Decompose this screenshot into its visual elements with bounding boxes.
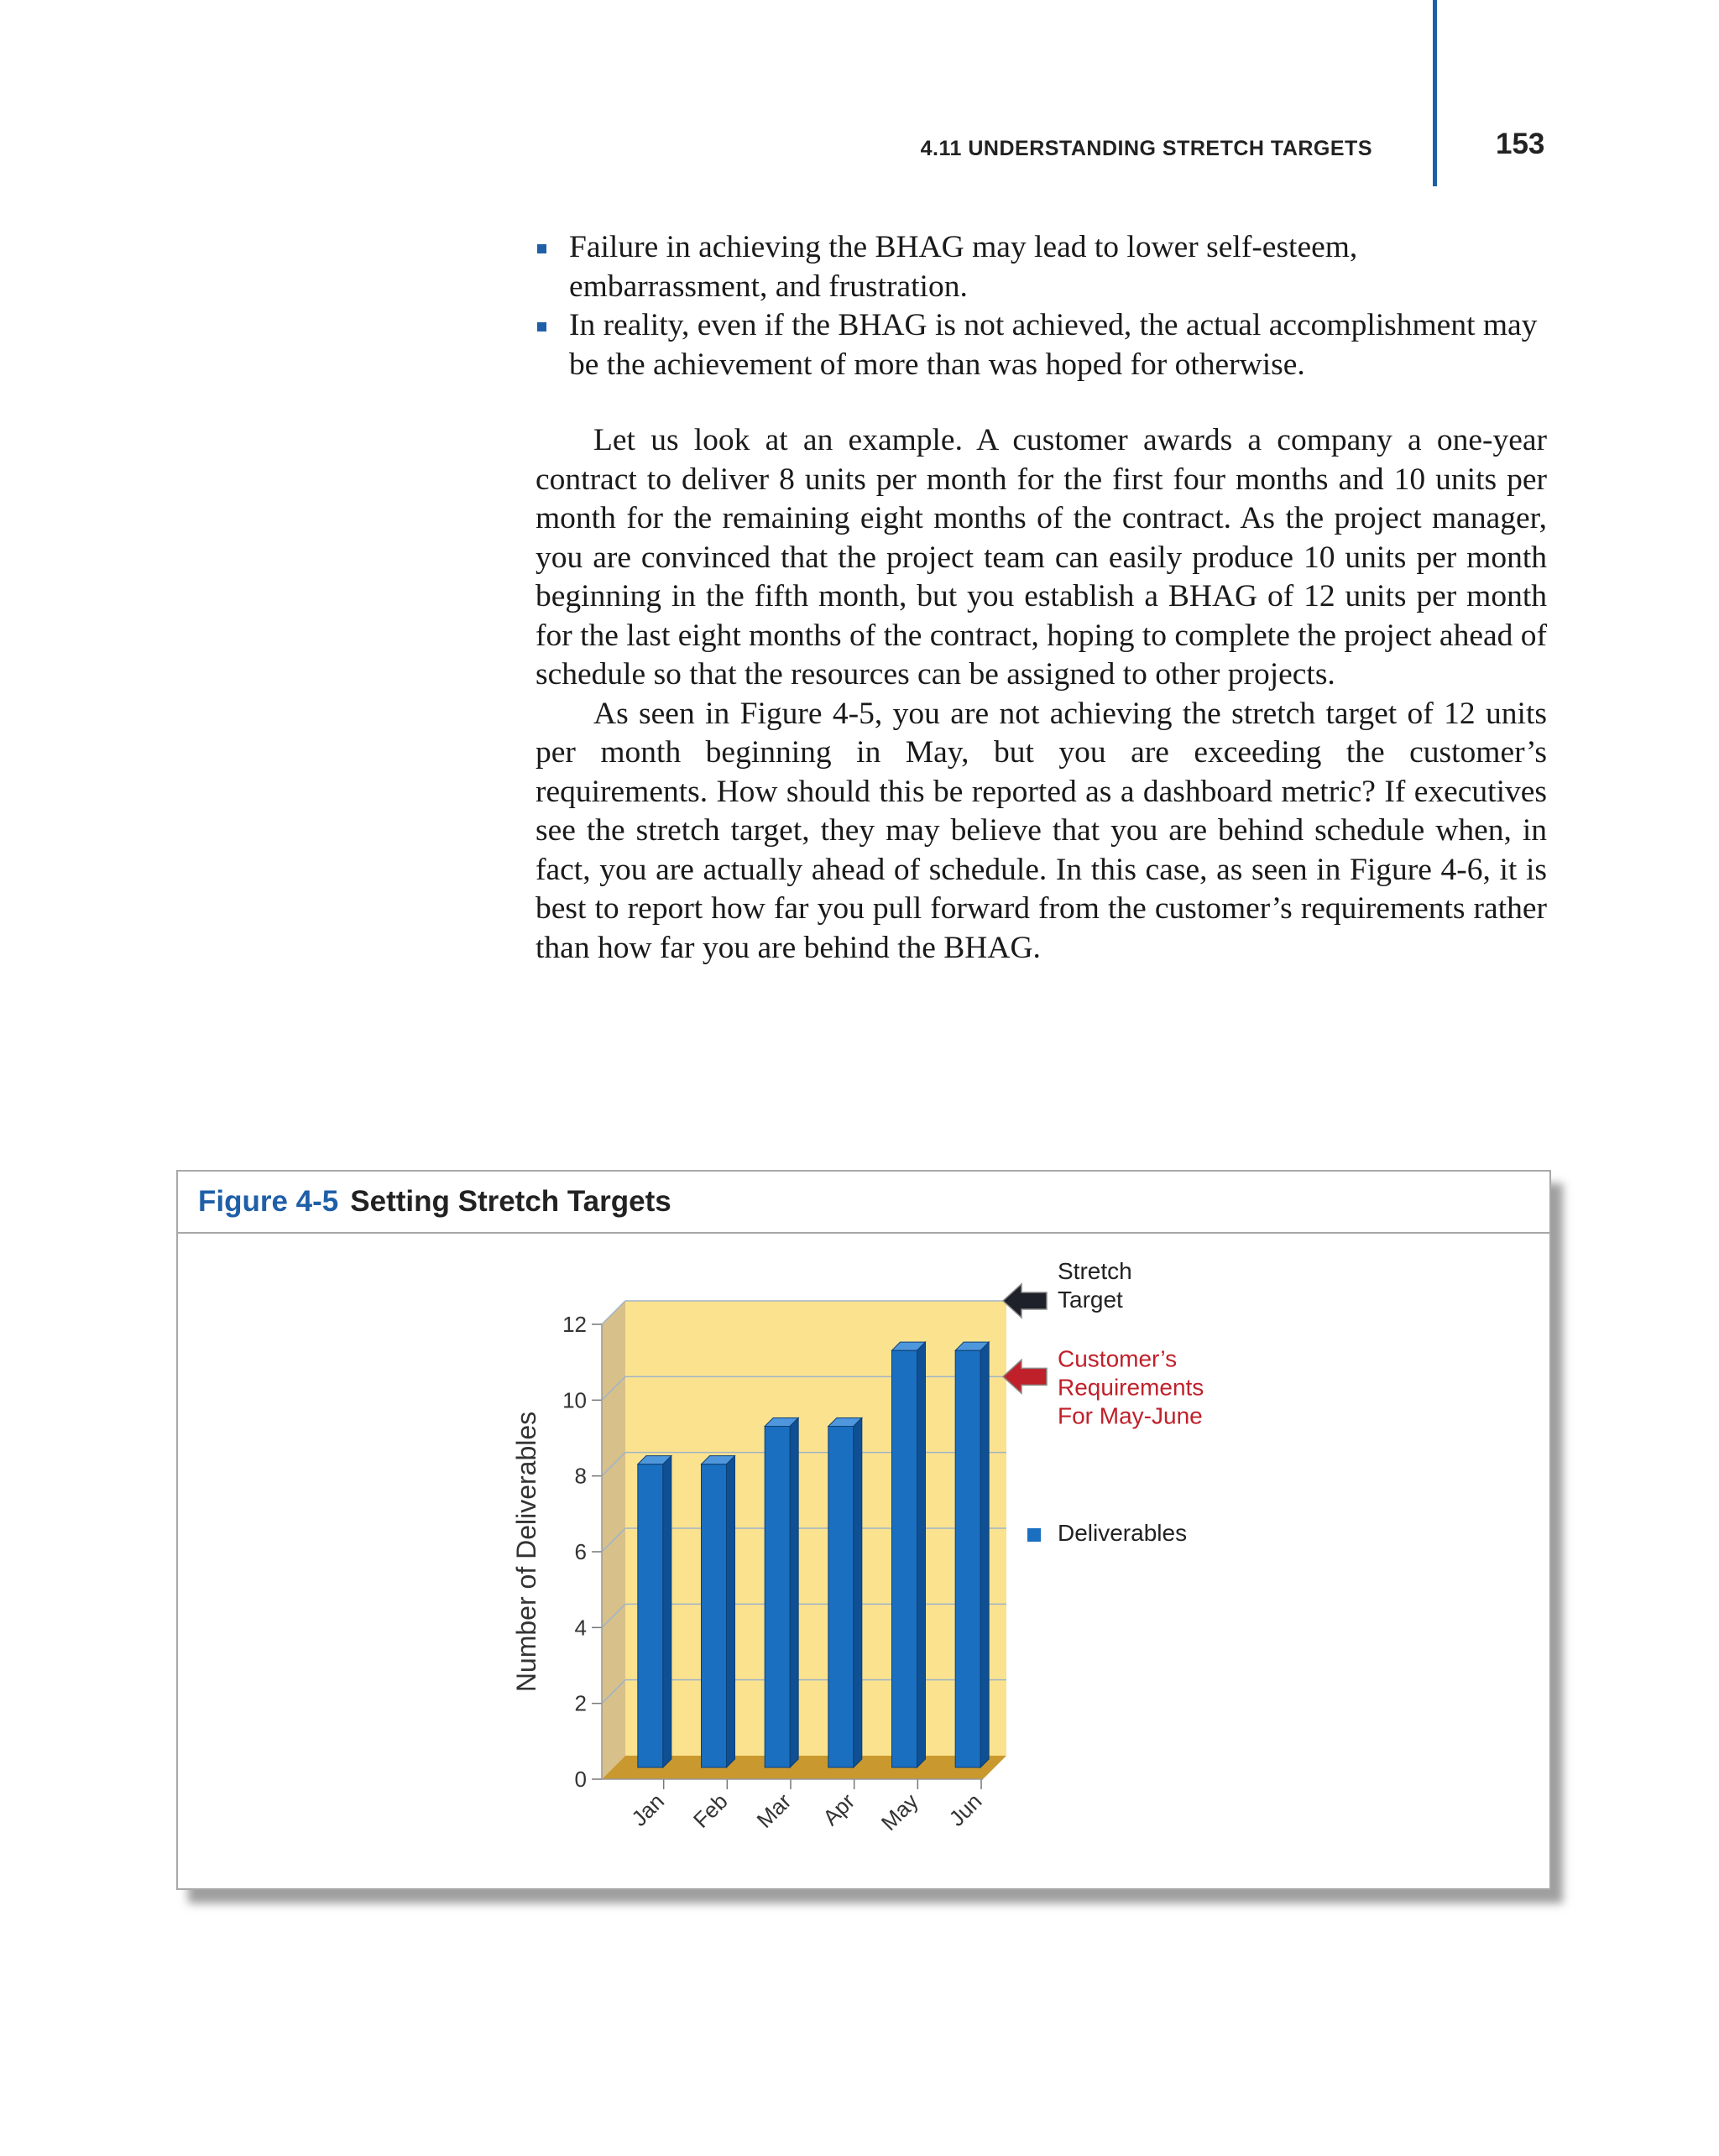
bar-side (980, 1342, 989, 1767)
annotation-label: Requirements (1058, 1374, 1204, 1401)
body-text (536, 228, 1547, 968)
page-number: 153 (1496, 128, 1545, 160)
paragraph: Let us look at an example. A customer awards a company a one-year contract to deliver 8 units per month for the first four months and 10 units per month for the remaining eight months of the contract. As the project manager, you are convinced that the project team can easily produce 10 units per month beginning in the fifth month, but you establish a BHAG of 12 units per month for the last eight months of the contract, hoping to complete the project ahead of schedule so that the resources can be assigned to other projects. (536, 423, 1547, 692)
annotation-label: Target (1058, 1287, 1123, 1313)
x-tick-label: Jan (626, 1788, 670, 1831)
y-tick-label: 10 (562, 1387, 587, 1413)
paragraph: As seen in Figure 4-5, you are not achieving the stretch target of 12 units per month beginning in May, but you are exceeding the customer’s requirements. How should this be reported as a dashboard metric? If executives see the stretch target, they may believe that you are behind schedule when, in fact, you are actually ahead of schedule. In this case, as seen in Figure 4-6, it is best to report how far you pull forward from the customer’s requirements rather than how far you are behind the BHAG. (536, 696, 1547, 965)
bullet-text: Failure in achieving the BHAG may lead to lower self-esteem, embarrassment, and frustration. (569, 230, 1358, 304)
bullet-text: In reality, even if the BHAG is not achieved, the actual accomplishment may be the achievement of more than was hoped for otherwise. (569, 308, 1538, 382)
x-tick-label: May (875, 1788, 923, 1835)
running-head: 4.11 UNDERSTANDING STRETCH TARGETS (920, 137, 1372, 160)
annotation-label: For May-June (1058, 1402, 1203, 1429)
bar (955, 1350, 980, 1767)
bar-chart (178, 1172, 1549, 1888)
arrow-icon (1003, 1360, 1047, 1393)
legend-swatch (1027, 1528, 1041, 1542)
bullet-item (536, 306, 1547, 384)
annotation-label: Stretch (1058, 1258, 1132, 1284)
bullet-item (536, 228, 1547, 306)
bar-side (854, 1418, 862, 1768)
y-tick-label: 0 (574, 1767, 587, 1792)
bar (702, 1464, 727, 1767)
bar-side (790, 1418, 798, 1768)
y-axis-title: Number of Deliverables (511, 1411, 541, 1693)
y-tick-label: 4 (574, 1615, 587, 1641)
bar-side (727, 1456, 735, 1767)
bar (638, 1464, 663, 1767)
y-tick-label: 8 (574, 1463, 587, 1489)
bullet-icon (537, 322, 546, 331)
y-tick-label: 12 (562, 1312, 587, 1337)
x-tick-label: Mar (751, 1788, 797, 1833)
header-rule (1433, 0, 1437, 186)
x-tick-label: Feb (687, 1788, 733, 1833)
bar (828, 1427, 854, 1768)
x-tick-label: Apr (818, 1788, 860, 1830)
y-tick-label: 2 (574, 1690, 587, 1716)
bar (892, 1350, 917, 1767)
figure (176, 1170, 1551, 1890)
figure-number: Figure 4-5 (198, 1185, 339, 1218)
x-tick-label: Jun (943, 1788, 987, 1831)
bullet-list (536, 228, 1547, 384)
bar (765, 1427, 790, 1768)
y-tick-label: 6 (574, 1539, 587, 1564)
annotation-label: Customer’s (1058, 1345, 1178, 1372)
arrow-icon (1003, 1284, 1047, 1318)
figure-title: Setting Stretch Targets (350, 1185, 671, 1218)
bullet-icon (537, 244, 546, 253)
bar-side (917, 1342, 926, 1767)
bar-side (663, 1456, 671, 1767)
legend-label: Deliverables (1058, 1520, 1188, 1546)
